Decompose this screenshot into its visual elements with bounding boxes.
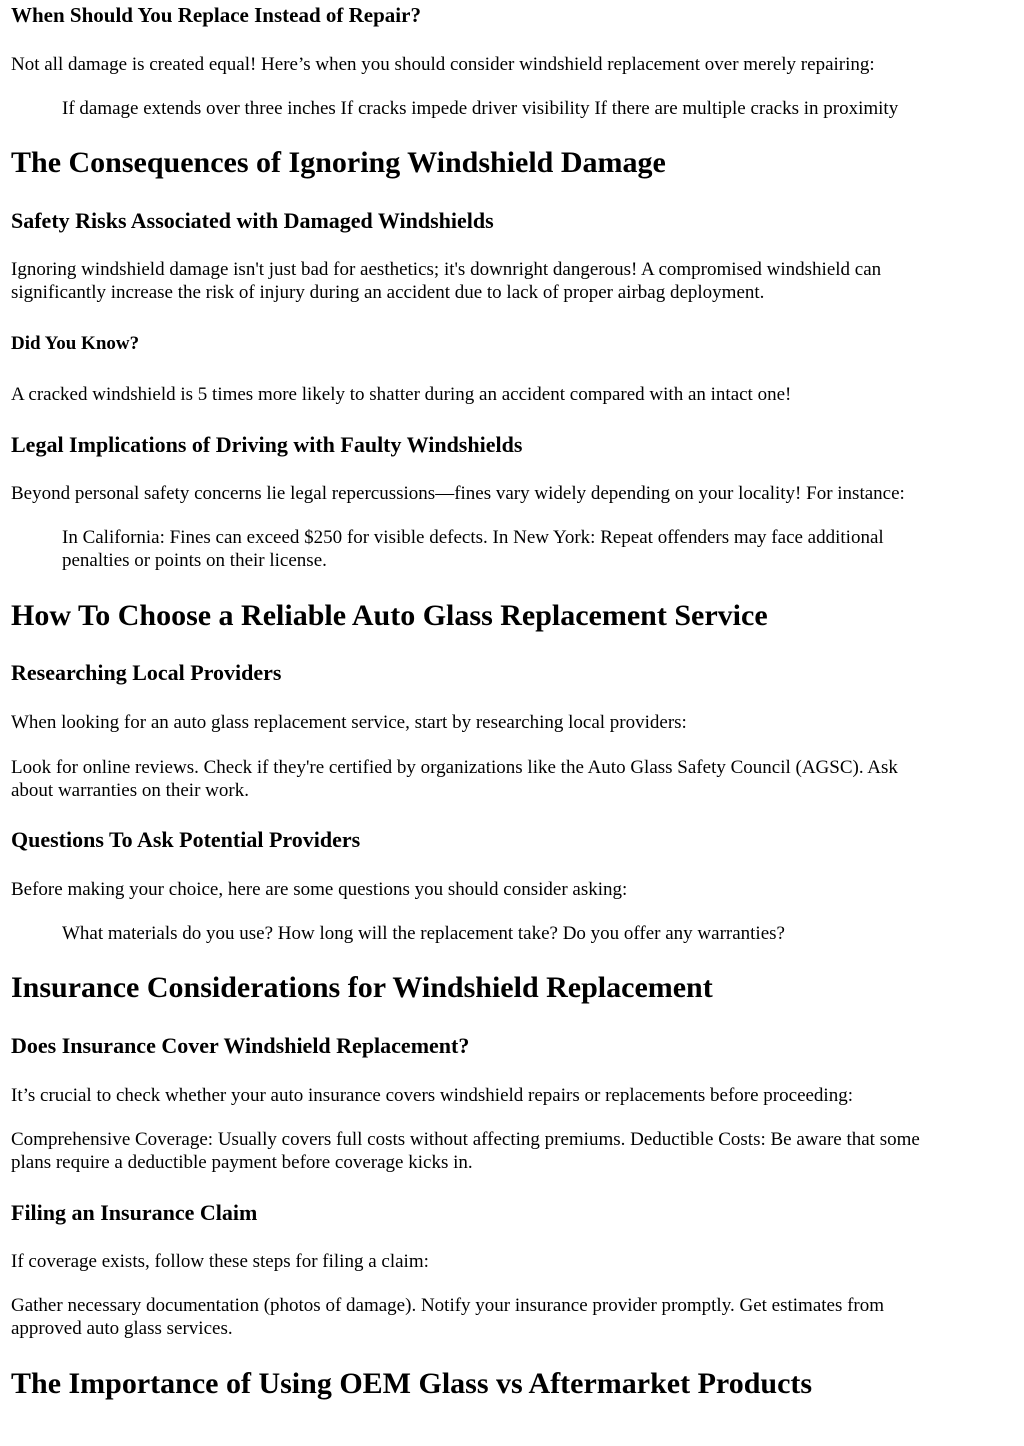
legal-implications-paragraph: Beyond personal safety concerns lie legal repercussions—fines vary widely depending on your locality! For instance: (11, 483, 905, 504)
choose-service-heading: How To Choose a Reliable Auto Glass Replacement Service (11, 599, 768, 632)
replace-vs-repair-list: If damage extends over three inches If cracks impede driver visibility If there are multiple cracks in proximity (62, 98, 899, 119)
legal-implications-list-line1: In California: Fines can exceed $250 for visible defects. In New York: Repeat offenders may face additional (62, 527, 884, 548)
legal-implications-list-line2: penalties or points on their license. (62, 550, 327, 571)
did-you-know-paragraph: A cracked windshield is 5 times more likely to shatter during an accident compared with an intact one! (11, 384, 792, 405)
safety-risks-heading: Safety Risks Associated with Damaged Windshields (11, 208, 494, 233)
researching-providers-paragraph-line1: Look for online reviews. Check if they're certified by organizations like the Auto Glass Safety Council (AGSC). Ask (11, 757, 898, 778)
insurance-heading: Insurance Considerations for Windshield Replacement (11, 971, 713, 1004)
questions-intro: Before making your choice, here are some questions you should consider asking: (11, 879, 628, 900)
insurance-coverage-paragraph-line1: Comprehensive Coverage: Usually covers full costs without affecting premiums. Deductible Costs: Be aware that some (11, 1129, 920, 1150)
insurance-claim-paragraph-line1: Gather necessary documentation (photos of damage). Notify your insurance provider promptly. Get estimates from (11, 1295, 885, 1316)
insurance-coverage-heading: Does Insurance Cover Windshield Replacement? (11, 1033, 470, 1058)
questions-heading: Questions To Ask Potential Providers (11, 827, 361, 852)
questions-list: What materials do you use? How long will the replacement take? Do you offer any warranties? (62, 923, 785, 944)
legal-implications-heading: Legal Implications of Driving with Faulty Windshields (11, 432, 523, 457)
replace-vs-repair-heading: When Should You Replace Instead of Repair? (11, 3, 421, 27)
insurance-coverage-intro: It’s crucial to check whether your auto insurance covers windshield repairs or replacements before proceeding: (11, 1085, 853, 1106)
insurance-claim-intro: If coverage exists, follow these steps for filing a claim: (11, 1251, 429, 1272)
safety-risks-paragraph-line2: significantly increase the risk of injury during an accident due to lack of proper airbag deployment. (11, 282, 765, 303)
consequences-heading: The Consequences of Ignoring Windshield Damage (11, 146, 666, 179)
researching-providers-intro: When looking for an auto glass replacement service, start by researching local providers: (11, 712, 687, 733)
insurance-claim-heading: Filing an Insurance Claim (11, 1200, 258, 1225)
safety-risks-paragraph-line1: Ignoring windshield damage isn't just bad for aesthetics; it's downright dangerous! A compromised windshield can (11, 259, 882, 280)
replace-vs-repair-intro: Not all damage is created equal! Here’s when you should consider windshield replacement over merely repairing: (11, 54, 875, 75)
researching-providers-paragraph-line2: about warranties on their work. (11, 780, 249, 801)
insurance-claim-paragraph-line2: approved auto glass services. (11, 1318, 233, 1339)
researching-providers-heading: Researching Local Providers (11, 660, 282, 685)
insurance-coverage-paragraph-line2: plans require a deductible payment before coverage kicks in. (11, 1152, 473, 1173)
oem-heading: The Importance of Using OEM Glass vs Aftermarket Products (11, 1367, 813, 1400)
did-you-know-heading: Did You Know? (11, 333, 140, 354)
